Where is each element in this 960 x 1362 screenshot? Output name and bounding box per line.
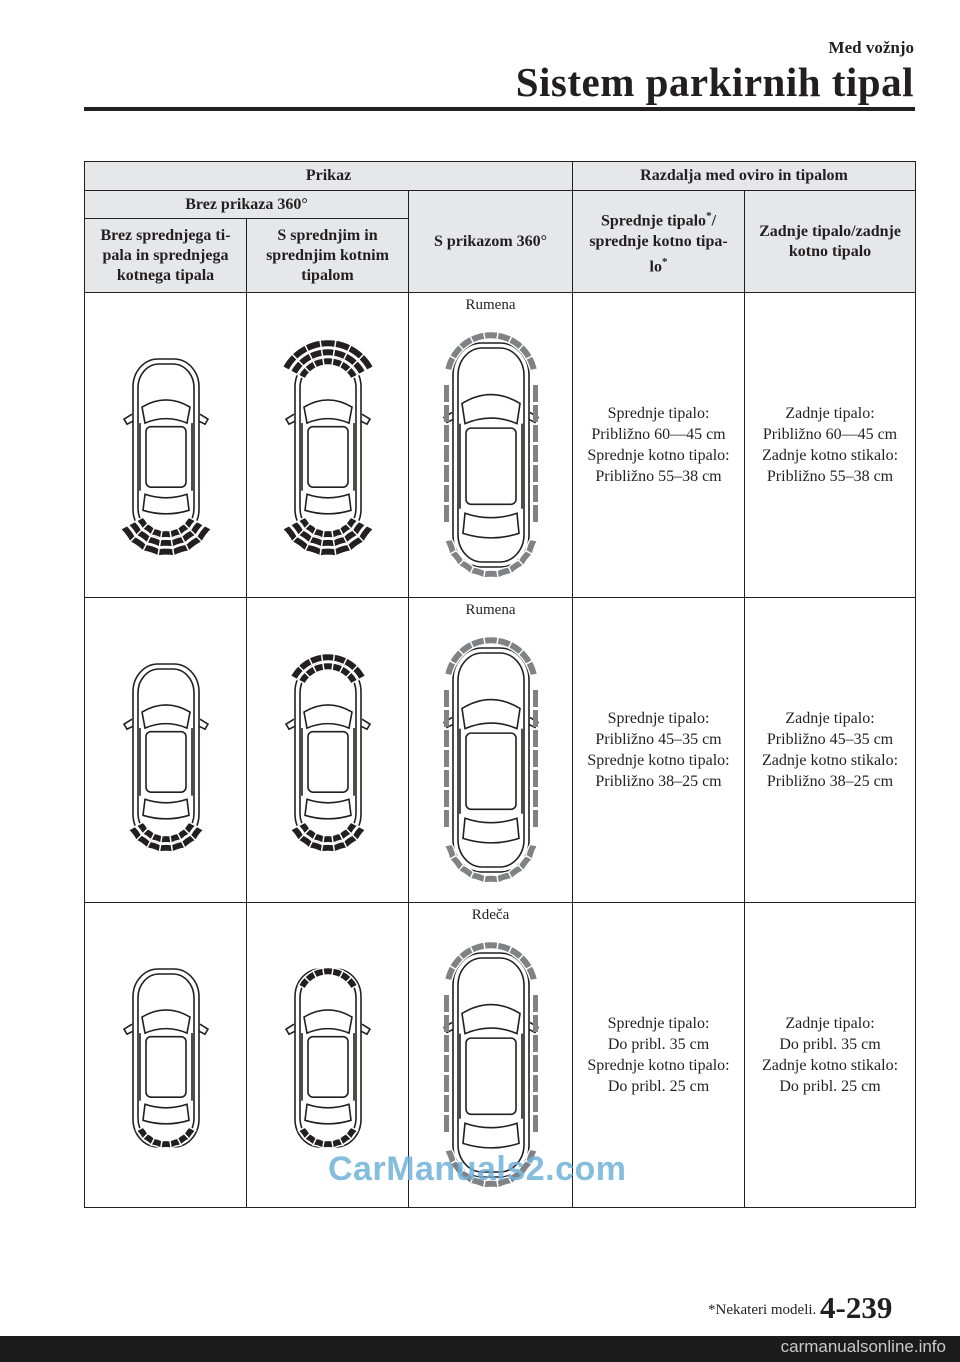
side-segment [533, 790, 538, 807]
car-top-view [286, 359, 370, 537]
sensor-segment [470, 637, 485, 648]
sensor-segment [158, 548, 174, 556]
rear-sensor-zones [290, 822, 365, 852]
side-segment [533, 1095, 538, 1112]
parking-sensor-table [84, 161, 916, 1208]
rear-window [305, 799, 351, 819]
header-sprednje-tipalo [573, 191, 745, 293]
side-segment [533, 710, 538, 727]
sensor-segment [147, 841, 161, 852]
header-sprednje-b: / sprednje kotno tipa- lo [589, 212, 728, 275]
side-segment [444, 770, 449, 787]
front-sensor-ring [445, 637, 538, 676]
side-segment [533, 770, 538, 787]
color-label-1: Rumena [465, 297, 516, 313]
car-top-view [286, 969, 370, 1147]
side-segment [444, 810, 449, 827]
side-segment [444, 445, 449, 462]
diagram-rear-only-2 [85, 598, 247, 903]
side-segment [533, 445, 538, 462]
side-segment [444, 1095, 449, 1112]
header-s-sprednjim: S sprednjim in sprednjim kotnim tipalom [247, 219, 409, 293]
diagram-360-1 [409, 293, 573, 598]
side-segment [533, 810, 538, 827]
windshield [304, 400, 352, 423]
diagram-rear-only-3 [85, 903, 247, 1208]
rear-window [143, 494, 189, 514]
windshield [142, 400, 190, 423]
car-top-view [444, 648, 538, 872]
side-segment [444, 1015, 449, 1032]
windshield [142, 705, 190, 728]
title-rule [84, 107, 915, 111]
page-title: Sistem parkirnih tipal [515, 59, 914, 105]
side-segment [444, 505, 449, 522]
side-segment [444, 465, 449, 482]
car-top-view [124, 664, 208, 842]
sensor-segment [526, 966, 538, 981]
rear-window [463, 818, 519, 843]
header-brez-360: Brez prikaza 360° [85, 191, 409, 219]
sensor-segment [470, 332, 485, 343]
sensor-segment [526, 539, 538, 554]
sensor-segment [526, 356, 538, 371]
windshield [462, 1005, 520, 1034]
side-segment [533, 1015, 538, 1032]
mirror-left [286, 719, 295, 729]
mirror-left [286, 1024, 295, 1034]
asterisk-1: * [706, 210, 712, 223]
front-sensor-zones [298, 968, 357, 989]
front-distance-3: Sprednje tipalo: Do pribl. 35 cm Sprednje kotno tipalo: Do pribl. 25 cm [573, 903, 745, 1208]
mirror-right [199, 719, 208, 729]
sensor-segment [484, 332, 498, 340]
car-body-inner [458, 348, 524, 562]
side-segment [533, 1055, 538, 1072]
side-segment [533, 1075, 538, 1092]
sensor-segment [526, 844, 538, 859]
diagram-front-rear-1 [247, 293, 409, 598]
rear-window [463, 513, 519, 538]
side-segment [533, 690, 538, 707]
side-segment [533, 485, 538, 502]
rear-sensor-ring [445, 844, 538, 883]
site-link[interactable]: carmanualsonline.info [780, 1337, 946, 1356]
rear-window [143, 799, 189, 819]
front-distance-2: Sprednje tipalo: Približno 45–35 cm Sprednje kotno tipalo: Približno 38–25 cm [573, 598, 745, 903]
rear-distance-1: Zadnje tipalo: Približno 60—45 cm Zadnje kotno stikalo: Približno 55–38 cm [745, 293, 916, 598]
windshield [304, 1010, 352, 1033]
sensor-segment [484, 570, 498, 578]
mirror-left [124, 414, 133, 424]
header-s-360: S prikazom 360° [409, 191, 573, 293]
side-segment [444, 1115, 449, 1132]
windshield [462, 700, 520, 729]
header-prikaz: Prikaz [85, 162, 573, 191]
car-roof [308, 732, 348, 793]
car-top-view [124, 359, 208, 537]
mirror-left [286, 414, 295, 424]
windshield [304, 705, 352, 728]
front-sensor-zones [283, 340, 374, 379]
side-segment [533, 750, 538, 767]
car-body-inner [458, 653, 524, 867]
side-segment [444, 425, 449, 442]
sensor-segment [320, 548, 336, 556]
page-number: 4-239 [820, 1290, 893, 1325]
sensor-segment [321, 654, 334, 662]
watermark: CarManuals2.com [328, 1150, 627, 1188]
sensor-segment [484, 942, 498, 950]
side-segment [533, 730, 538, 747]
side-segment [444, 710, 449, 727]
diagram-rear-only-1 [85, 293, 247, 598]
rear-sensor-zones [121, 517, 212, 556]
rear-sensor-ring [445, 539, 538, 578]
side-segment [533, 425, 538, 442]
header-razdalja: Razdalja med oviro in tipalom [573, 162, 916, 191]
sensor-segment [320, 340, 336, 348]
side-segment [533, 465, 538, 482]
car-roof [466, 1038, 516, 1114]
sensor-segment [159, 539, 172, 547]
rear-window [305, 494, 351, 514]
rear-distance-2: Zadnje tipalo: Približno 45–35 cm Zadnje kotno stikalo: Približno 38–25 cm [745, 598, 916, 903]
section-title: Med vožnjo [828, 38, 914, 57]
diagram-front-rear-2 [247, 598, 409, 903]
header-sprednje-a: Sprednje tipalo [601, 212, 707, 230]
side-segment [533, 1035, 538, 1052]
car-roof [308, 1037, 348, 1098]
car-body-inner [458, 958, 524, 1172]
rear-window [143, 1104, 189, 1124]
color-label-3: Rdeča [471, 907, 510, 923]
side-segment [444, 690, 449, 707]
mirror-right [361, 719, 370, 729]
rear-sensor-zones [136, 1127, 195, 1148]
car-top-view [444, 953, 538, 1177]
car-roof [466, 428, 516, 504]
side-segment [533, 405, 538, 422]
side-segment [533, 995, 538, 1012]
sensor-segment [321, 349, 334, 357]
sensor-segment [321, 539, 334, 547]
side-segment [444, 790, 449, 807]
front-sensor-ring [445, 332, 538, 371]
car-top-view [124, 969, 208, 1147]
windshield [462, 395, 520, 424]
side-segment [533, 505, 538, 522]
car-roof [146, 427, 186, 488]
side-segment [444, 385, 449, 402]
car-top-view [444, 343, 538, 567]
sensor-segment [470, 942, 485, 953]
header-brez-sprednjega: Brez sprednjega ti- pala in sprednjega kotnega tipala [85, 219, 247, 293]
diagram-360-2 [409, 598, 573, 903]
rear-window [305, 1104, 351, 1124]
sensor-segment [484, 637, 498, 645]
windshield [142, 1010, 190, 1033]
side-segment [444, 1035, 449, 1052]
header-zadnje-tipalo: Zadnje tipalo/zadnje kotno tipalo [745, 191, 916, 293]
side-segment [533, 385, 538, 402]
side-segment [444, 750, 449, 767]
side-segment [444, 995, 449, 1012]
sensor-segment [159, 844, 172, 852]
mirror-left [124, 719, 133, 729]
side-segment [444, 485, 449, 502]
mirror-right [199, 414, 208, 424]
sensor-segment [470, 567, 485, 578]
side-segment [444, 405, 449, 422]
side-segment [533, 1115, 538, 1132]
sensor-segment [526, 661, 538, 676]
car-roof [146, 732, 186, 793]
mirror-right [199, 1024, 208, 1034]
color-label-2: Rumena [465, 602, 516, 618]
sensor-segment [321, 844, 334, 852]
asterisk-2: * [661, 255, 668, 268]
footnote: *Nekateri modeli. [708, 1302, 817, 1318]
front-distance-1: Sprednje tipalo: Približno 60—45 cm Sprednje kotno tipalo: Približno 55–38 cm [573, 293, 745, 598]
sensor-segment [470, 872, 485, 883]
mirror-left [124, 1024, 133, 1034]
mirror-right [361, 1024, 370, 1034]
sensor-segment [484, 875, 498, 883]
car-roof [308, 427, 348, 488]
rear-window [463, 1123, 519, 1148]
rear-sensor-zones [128, 822, 203, 852]
car-top-view [286, 664, 370, 842]
front-sensor-zones [290, 654, 365, 684]
rear-distance-3: Zadnje tipalo: Do pribl. 35 cm Zadnje kotno stikalo: Do pribl. 25 cm [745, 903, 916, 1208]
car-roof [146, 1037, 186, 1098]
rear-sensor-zones [283, 517, 374, 556]
rear-sensor-zones [298, 1127, 357, 1148]
mirror-right [361, 414, 370, 424]
sensor-segment [309, 841, 323, 852]
side-segment [444, 1075, 449, 1092]
side-segment [444, 730, 449, 747]
front-sensor-ring [445, 942, 538, 981]
side-segment [444, 1055, 449, 1072]
car-roof [466, 733, 516, 809]
